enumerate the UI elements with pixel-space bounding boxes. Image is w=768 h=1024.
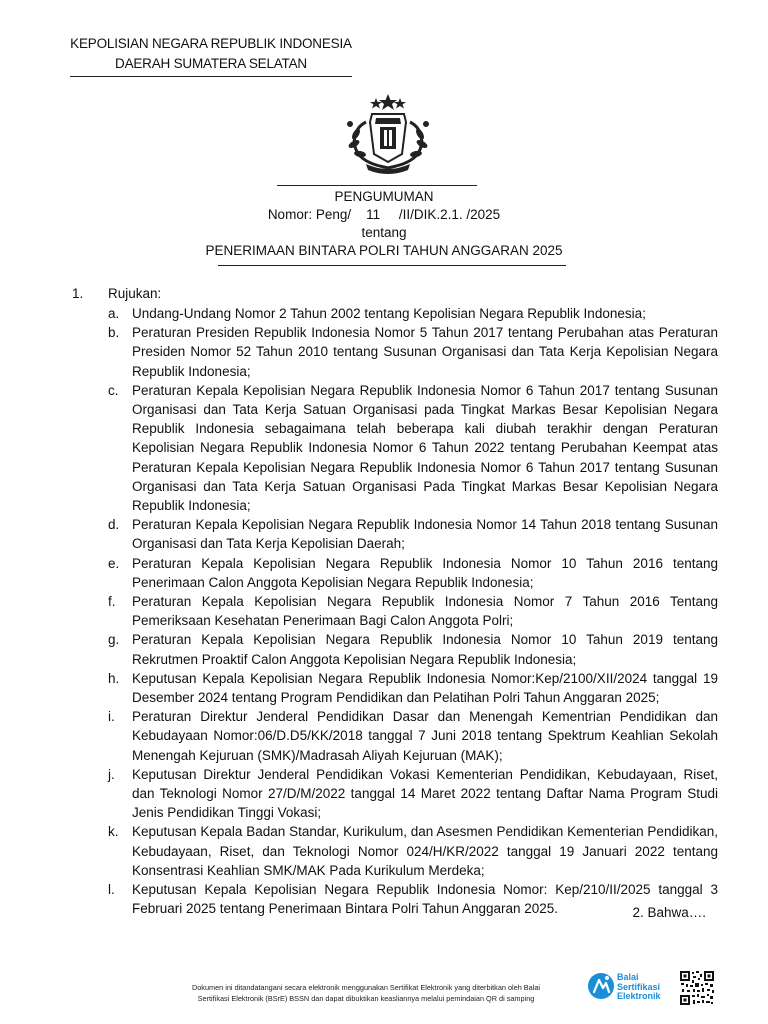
list-marker: i.	[108, 709, 115, 725]
letterhead	[70, 34, 352, 74]
list-item-text: Peraturan Kepala Kepolisian Negara Republik Indonesia Nomor 7 Tahun 2016 Tentang Pemeriksaan Kesehatan Penerimaan Bagi Calon Anggota Polri;	[132, 594, 718, 629]
title-rule-top	[277, 185, 477, 186]
announcement-title	[0, 188, 768, 260]
title-rule-bottom	[218, 265, 566, 266]
list-marker: f.	[108, 594, 116, 610]
list-marker: l.	[108, 882, 115, 898]
title-tentang: tentang	[361, 225, 407, 240]
continuation-note: 2. Bahwa….	[632, 905, 706, 920]
bsre-logo-icon	[586, 970, 616, 1002]
letterhead-line2: DAERAH SUMATERA SELATAN	[115, 56, 307, 71]
list-item-text: Undang-Undang Nomor 2 Tahun 2002 tentang Kepolisian Negara Republik Indonesia;	[132, 306, 646, 321]
list-item-text: Peraturan Kepala Kepolisian Negara Republik Indonesia Nomor 6 Tahun 2017 tentang Susunan Organisasi dan Tata Kerja Satuan Organisasi pada Tingkat Markas Besar Kepolisian Negara Republik Indonesia sebagaimana telah beberapa kali diubah terakhir dengan Peraturan Kepolisian Negara Republik Indonesia Nomor 6 Tahun 2022 tentang Perubahan Keempat atas Peraturan Kepala Kepolisian Negara Republik Indonesia Nomor 6 Tahun 2017 tentang Susunan Organisasi dan Tata Kerja Satuan Organisasi Pada Tingkat Markas Besar Kepolisian Negara Republik Indonesia;	[132, 382, 718, 514]
list-item-text: Peraturan Kepala Kepolisian Negara Republik Indonesia Nomor 10 Tahun 2016 tentang Penerimaan Calon Anggota Kepolisian Negara Republik Indonesia;	[132, 555, 718, 590]
list-marker: g.	[108, 632, 120, 648]
list-item-text: Peraturan Kepala Kepolisian Negara Republik Indonesia Nomor 10 Tahun 2019 tentang Rekrutmen Proaktif Calon Anggota Kepolisian Negara Republik Indonesia;	[132, 632, 718, 667]
reference-list	[108, 304, 718, 919]
footer-line1: Dokumen ini ditandatangani secara elektronik menggunakan Sertifikat Elektronik yang diterbitkan oleh Balai	[191, 983, 541, 992]
bsre-logo-text	[617, 973, 661, 1002]
bsre-logo-line: Sertifikasi	[617, 981, 661, 992]
list-marker: d.	[108, 517, 120, 533]
list-item	[108, 880, 718, 918]
bsre-logo-line: Elektronik	[617, 991, 661, 1001]
list-item-text: Peraturan Presiden Republik Indonesia Nomor 5 Tahun 2017 tentang Perubahan atas Peraturan Presiden Nomor 52 Tahun 2010 tentang Susunan Organisasi dan Tata Kerja Kepolisian Negara Republik Indonesia;	[132, 325, 718, 379]
section-number: 1.	[72, 286, 84, 301]
list-marker: c.	[108, 382, 119, 398]
list-item	[108, 630, 718, 668]
letterhead-line1: KEPOLISIAN NEGARA REPUBLIK INDONESIA	[70, 36, 352, 51]
list-item-text: Keputusan Kepala Kepolisian Negara Republik Indonesia Nomor: Kep/210/II/2025 tanggal 3 Februari 2025 tentang Penerimaan Bintara Polri Tahun Anggaran 2025.	[132, 882, 718, 917]
list-item	[108, 592, 718, 630]
e-signature-notice	[150, 982, 582, 1004]
polri-tribrata-emblem-icon	[336, 92, 440, 174]
letterhead-divider	[70, 76, 352, 77]
list-item-text: Peraturan Kepala Kepolisian Negara Republik Indonesia Nomor 14 Tahun 2018 tentang Susunan Organisasi dan Tata Kerja Kepolisian Daerah;	[132, 517, 718, 552]
list-item	[108, 765, 718, 823]
list-item	[108, 554, 718, 592]
list-item	[108, 304, 718, 323]
list-item	[108, 381, 718, 515]
list-item-text: Keputusan Direktur Jenderal Pendidikan Vokasi Kementerian Pendidikan, Kebudayaan, Riset, dan Teknologi Nomor 27/D/M/2022 tanggal 14 Maret 2022 tentang Daftar Nama Program Studi Jenis Pendidikan Tinggi Vokasi;	[132, 766, 718, 821]
list-item	[108, 515, 718, 553]
list-item-text: Keputusan Kepala Badan Standar, Kurikulum, dan Asesmen Pendidikan Kementerian Pendidikan, Kebudayaan, Riset, dan Teknologi Nomor 024/H/KR/2022 tanggal 19 Januari 2022 tentang Konsentrasi Keahlian SMK/MAK Pada Kurikulum Merdeka;	[132, 824, 718, 878]
list-item	[108, 669, 718, 707]
list-item	[108, 707, 718, 765]
list-item	[108, 323, 718, 381]
title-heading: PENGUMUMAN	[334, 189, 434, 204]
title-subject: PENERIMAAN BINTARA POLRI TAHUN ANGGARAN 2025	[205, 243, 563, 258]
list-marker: b.	[108, 325, 120, 341]
list-marker: h.	[108, 670, 120, 686]
list-marker: e.	[108, 555, 120, 571]
list-item	[108, 822, 718, 880]
list-marker: a.	[108, 306, 120, 321]
list-marker: k.	[108, 824, 119, 840]
list-marker: j.	[108, 766, 115, 782]
title-nomor: Nomor: Peng/ 11 /II/DIK.2.1. /2025	[267, 207, 501, 222]
list-item-text: Peraturan Direktur Jenderal Pendidikan Dasar dan Menengah Kementrian Pendidikan dan Kebudayaan Nomor:06/D.D5/KK/2018 tanggal 7 Juni 2018 tentang Spektrum Keahlian Sekolah Menengah Kejuruan (SMK)/Madrasah Aliyah Kejuruan (MAK);	[132, 709, 718, 763]
bsre-logo-line: Balai	[617, 972, 639, 982]
footer-line2: Sertifikasi Elektronik (BSrE) BSSN dan dapat dibuktikan keasliannya melalui pemindaian QR di samping	[197, 994, 535, 1003]
section-label: Rujukan:	[108, 286, 162, 301]
qr-code-icon[interactable]	[679, 970, 715, 1006]
list-item-text: Keputusan Kepala Kepolisian Negara Republik Indonesia Nomor:Kep/2100/XII/2024 tanggal 19 Desember 2024 tentang Program Pendidikan dan Pelatihan Polri Tahun Anggaran 2025;	[132, 670, 718, 706]
